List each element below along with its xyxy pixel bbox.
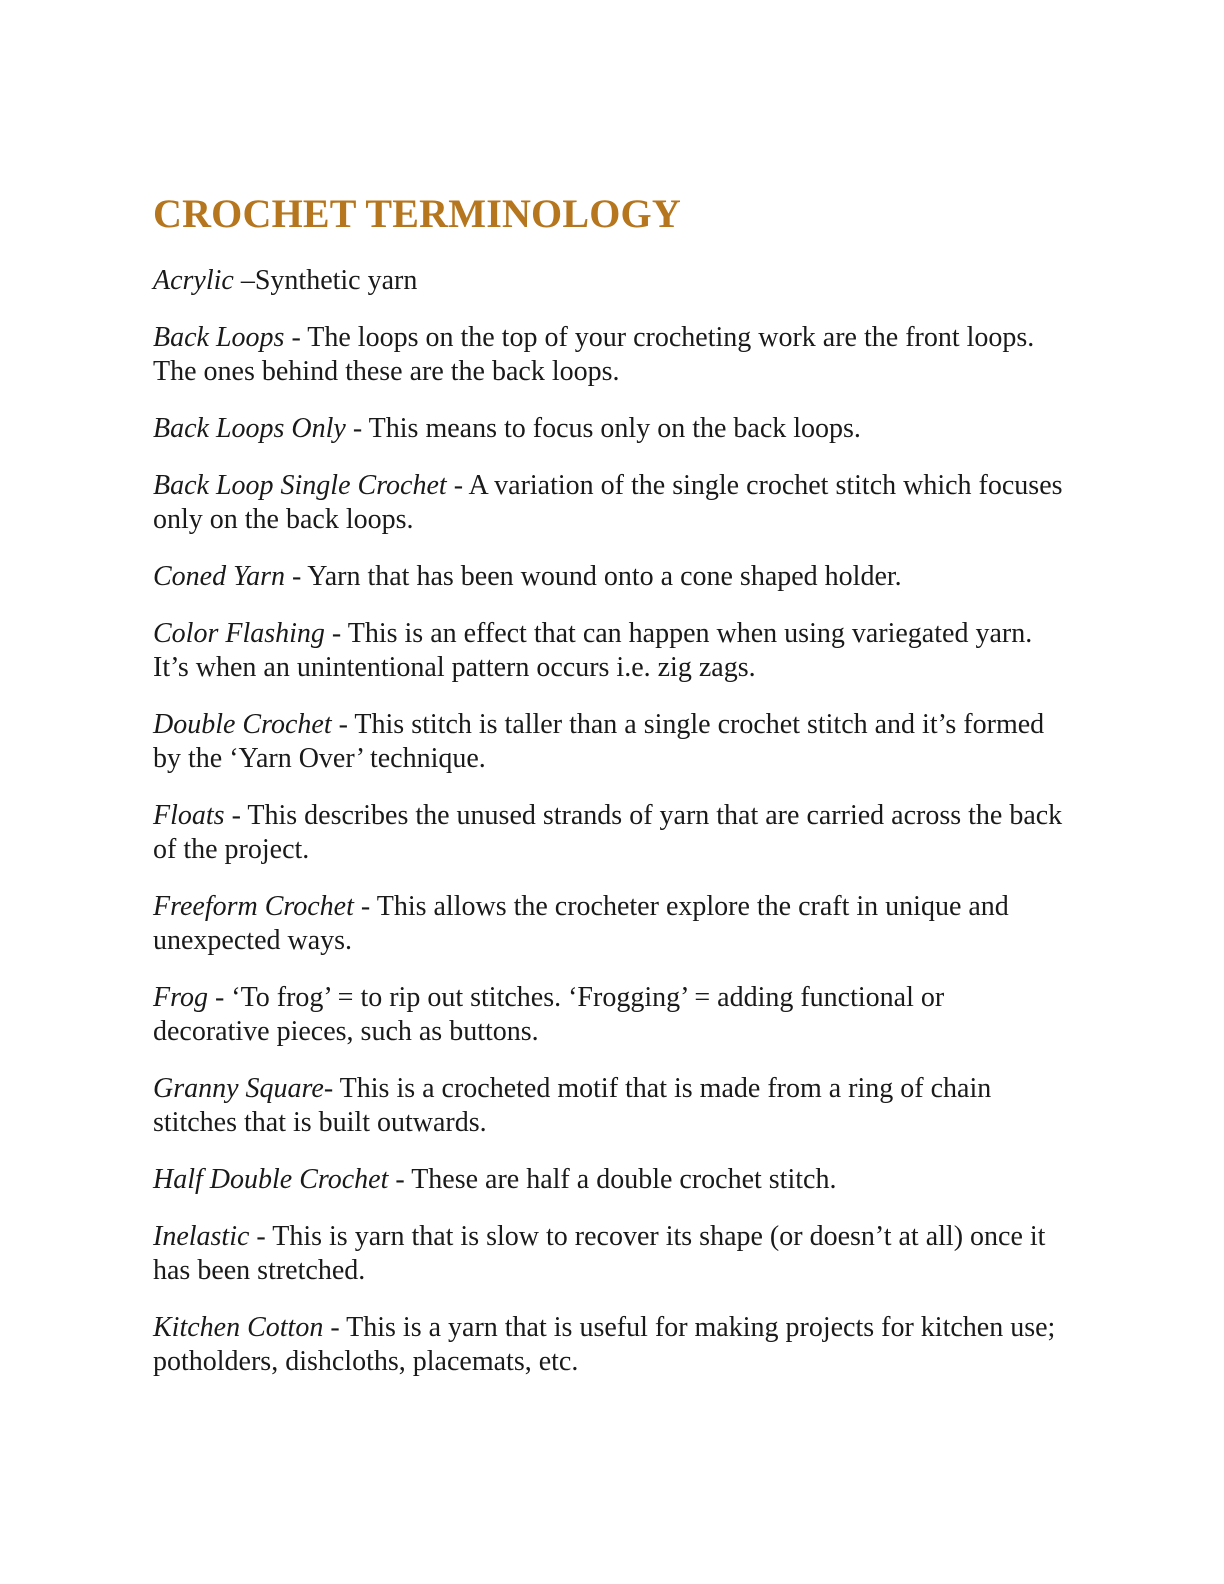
- glossary-entry: [153, 1163, 1063, 1197]
- glossary-term: Back Loops Only: [153, 413, 346, 444]
- glossary-definition: - This is an effect that can happen when using variegated yarn. It’s when an unintentional pattern occurs i.e. zig zags.: [153, 618, 1033, 683]
- glossary-term: Back Loop Single Crochet: [153, 470, 447, 501]
- glossary-definition: - This describes the unused strands of yarn that are carried across the back of the project.: [153, 800, 1063, 865]
- glossary-entry: [153, 708, 1063, 776]
- glossary-entry: [153, 1072, 1063, 1140]
- glossary-definition: - The loops on the top of your crocheting work are the front loops. The ones behind these are the back loops.: [153, 322, 1035, 387]
- glossary-entry: [153, 981, 1063, 1049]
- glossary-entry: [153, 412, 1063, 446]
- glossary-definition: - Yarn that has been wound onto a cone shaped holder.: [285, 561, 902, 592]
- glossary-definition: - ‘To frog’ = to rip out stitches. ‘Frogging’ = adding functional or decorative pieces, such as buttons.: [153, 982, 945, 1047]
- glossary-definition: - This is a crocheted motif that is made from a ring of chain stitches that is built outwards.: [153, 1073, 992, 1138]
- glossary-term: Inelastic: [153, 1221, 250, 1252]
- glossary-term: Coned Yarn: [153, 561, 286, 592]
- glossary-list: [153, 264, 1063, 1379]
- glossary-entry: [153, 799, 1063, 867]
- glossary-entry: [153, 617, 1063, 685]
- glossary-entry: [153, 469, 1063, 537]
- glossary-definition: - This allows the crocheter explore the craft in unique and unexpected ways.: [153, 891, 1009, 956]
- glossary-entry: [153, 560, 1063, 594]
- glossary-entry: [153, 1311, 1063, 1379]
- page-title: CROCHET TERMINOLOGY: [153, 191, 681, 236]
- glossary-term: Double Crochet: [153, 709, 332, 740]
- glossary-entry: [153, 321, 1063, 389]
- glossary-entry: [153, 264, 1063, 298]
- glossary-term: Kitchen Cotton: [153, 1312, 324, 1343]
- document-page: [153, 192, 1063, 1402]
- glossary-definition: - This stitch is taller than a single crochet stitch and it’s formed by the ‘Yarn Over’ technique.: [153, 709, 1045, 774]
- glossary-definition: - This means to focus only on the back loops.: [345, 413, 861, 444]
- glossary-term: Acrylic: [153, 265, 234, 296]
- glossary-term: Back Loops: [153, 322, 285, 353]
- glossary-definition: - This is a yarn that is useful for making projects for kitchen use; potholders, dishcloths, placemats, etc.: [153, 1312, 1056, 1377]
- glossary-term: Freeform Crochet: [153, 891, 354, 922]
- glossary-term: Frog: [153, 982, 208, 1013]
- glossary-term: Floats: [153, 800, 225, 831]
- glossary-term: Granny Square: [153, 1073, 324, 1104]
- glossary-entry: [153, 1220, 1063, 1288]
- glossary-entry: [153, 890, 1063, 958]
- glossary-definition: - These are half a double crochet stitch.: [388, 1164, 837, 1195]
- glossary-definition: - This is yarn that is slow to recover its shape (or doesn’t at all) once it has been stretched.: [153, 1221, 1046, 1286]
- glossary-definition: –Synthetic yarn: [233, 265, 418, 296]
- glossary-term: Half Double Crochet: [153, 1164, 389, 1195]
- glossary-definition: - A variation of the single crochet stitch which focuses only on the back loops.: [153, 470, 1063, 535]
- glossary-term: Color Flashing: [153, 618, 325, 649]
